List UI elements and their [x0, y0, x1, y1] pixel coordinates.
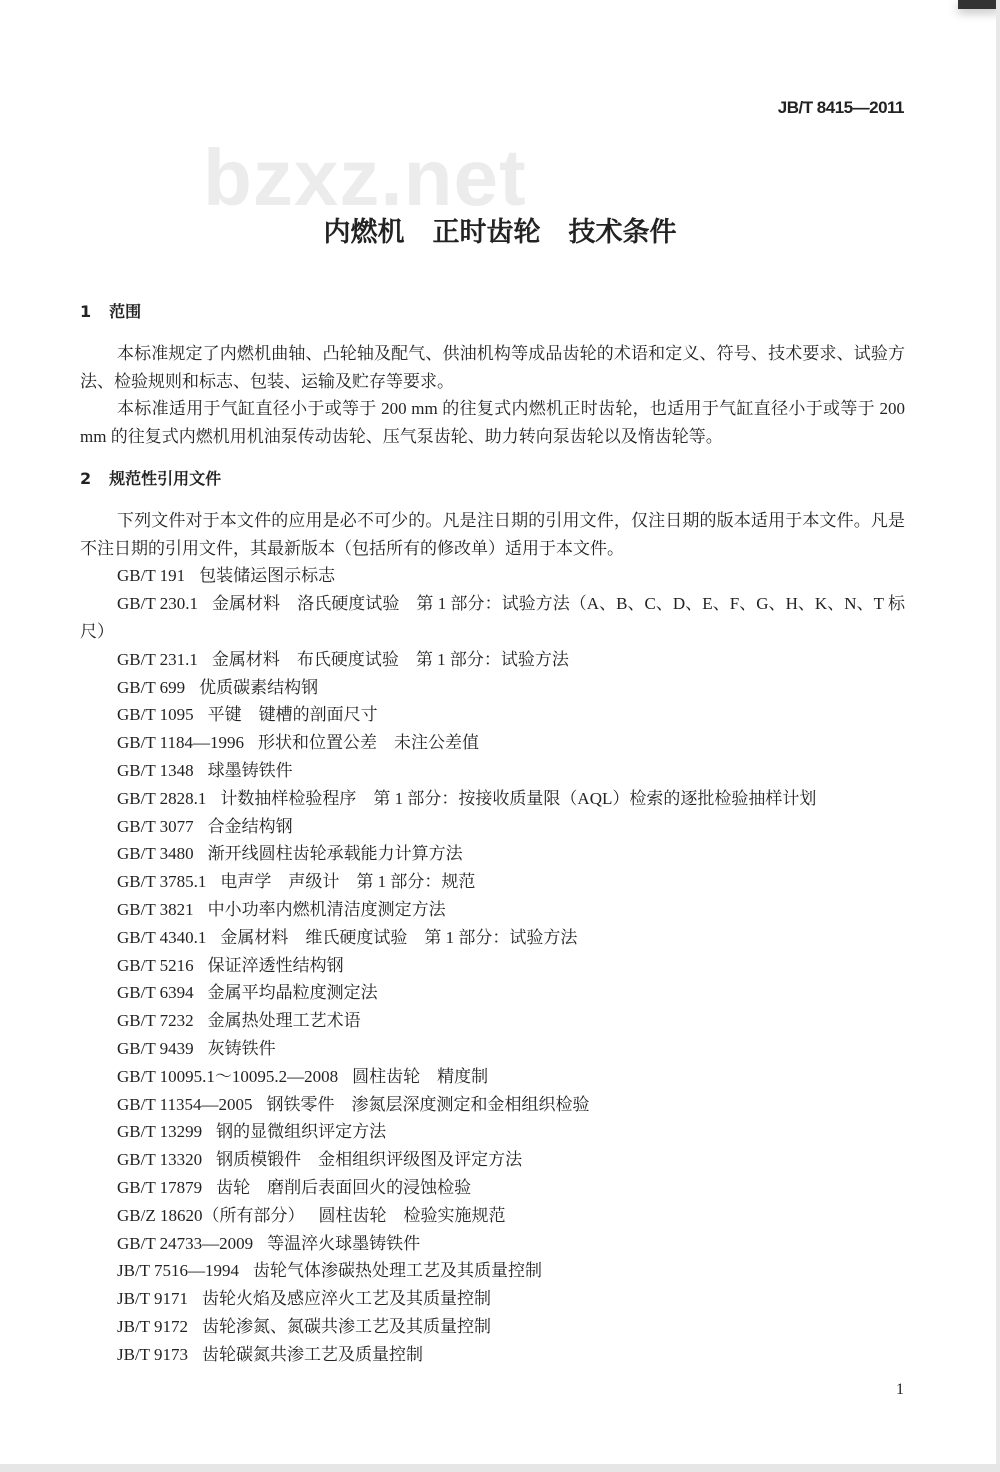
- reference-code: JB/T 9173: [117, 1344, 189, 1364]
- reference-title: 形状和位置公差 未注公差值: [258, 733, 480, 753]
- reference-code: GB/T 4340.1: [117, 927, 207, 947]
- reference-code: GB/T 3821: [117, 899, 194, 919]
- reference-code: GB/T 6394: [117, 983, 194, 1003]
- reference-item: [80, 840, 905, 868]
- reference-item: [80, 562, 905, 590]
- page-title: [0, 210, 1000, 249]
- reference-code: GB/T 2828.1: [117, 788, 207, 808]
- reference-code: GB/T 191: [117, 566, 186, 586]
- reference-item: [80, 1230, 905, 1258]
- page-bottom-edge: [0, 1464, 1000, 1472]
- section-title: 规范性引用文件: [109, 468, 222, 488]
- reference-title: 球墨铸铁件: [207, 760, 293, 780]
- reference-code: GB/T 17879: [117, 1177, 203, 1197]
- reference-item: [80, 1035, 905, 1063]
- reference-title: 圆柱齿轮 精度制: [352, 1066, 489, 1086]
- reference-code: GB/T 699: [117, 677, 186, 697]
- reference-item: [80, 1007, 905, 1035]
- reference-title: 金属材料 维氏硬度试验 第 1 部分：试验方法: [220, 927, 578, 947]
- reference-item: [80, 701, 905, 729]
- reference-code: GB/T 230.1: [117, 594, 198, 614]
- reference-item: [80, 979, 905, 1007]
- section-heading: [80, 298, 905, 326]
- section-heading: [80, 465, 905, 493]
- reference-title: 齿轮气体渗碳热处理工艺及其质量控制: [253, 1261, 543, 1281]
- reference-code: JB/T 7516—1994: [117, 1261, 240, 1281]
- reference-list: [80, 562, 905, 1368]
- section-title: 范围: [109, 302, 142, 321]
- reference-code: GB/T 3785.1: [117, 872, 207, 892]
- reference-title: 齿轮火焰及感应淬火工艺及其质量控制: [202, 1289, 492, 1309]
- reference-title: 金属热处理工艺术语: [207, 1011, 361, 1031]
- reference-item: [80, 785, 905, 813]
- reference-title: 金属平均晶粒度测定法: [207, 983, 378, 1003]
- reference-title: 金属材料 洛氏硬度试验 第 1 部分：试验方法（A、B、C、D、E、F、G、H、K、N、T 标尺）: [80, 594, 905, 641]
- reference-item: [80, 1146, 905, 1174]
- reference-code: GB/T 11354—2005: [117, 1094, 253, 1114]
- reference-code: GB/T 10095.1～10095.2—2008: [117, 1066, 339, 1086]
- reference-code: GB/T 1095: [117, 705, 194, 725]
- reference-code: GB/T 13299: [117, 1122, 203, 1142]
- reference-code: GB/T 24733—2009: [117, 1233, 254, 1253]
- reference-item: [80, 1202, 905, 1230]
- watermark: bzxz.net: [203, 133, 527, 222]
- reference-title: 渐开线圆柱齿轮承载能力计算方法: [207, 844, 463, 864]
- reference-title: 平键 键槽的剖面尺寸: [207, 705, 378, 725]
- reference-title: 齿轮 磨削后表面回火的浸蚀检验: [216, 1177, 472, 1197]
- document-body: [80, 298, 905, 1368]
- reference-item: [80, 1063, 905, 1091]
- reference-code: GB/T 3480: [117, 844, 194, 864]
- reference-item: [80, 1091, 905, 1119]
- paragraph: 本标准规定了内燃机曲轴、凸轮轴及配气、供油机构等成品齿轮的术语和定义、符号、技术要求、试验方法、检验规则和标志、包装、运输及贮存等要求。: [80, 343, 905, 391]
- paragraph: 本标准适用于气缸直径小于或等于 200 mm 的往复式内燃机正时齿轮，也适用于气缸直径小于或等于 200 mm 的往复式内燃机用机油泵传动齿轮、压气泵齿轮、助力转向泵齿轮以及惰齿轮等。: [80, 399, 905, 447]
- reference-title: 合金结构钢: [207, 816, 293, 836]
- reference-title: 保证淬透性结构钢: [207, 955, 344, 975]
- reference-item: [80, 1118, 905, 1146]
- reference-code: GB/T 1184—1996: [117, 733, 245, 753]
- section-number: 1: [80, 302, 92, 321]
- reference-title: 钢质模锻件 金相组织评级图及评定方法: [216, 1150, 523, 1170]
- reference-title: 圆柱齿轮 检验实施规范: [318, 1205, 506, 1225]
- reference-code: GB/T 9439: [117, 1038, 194, 1058]
- window-corner-shadow: [958, 0, 1000, 9]
- title-part: 内燃机: [323, 217, 405, 248]
- reference-item: [80, 590, 905, 646]
- reference-code: GB/T 231.1: [117, 649, 198, 669]
- reference-item: [80, 813, 905, 841]
- reference-item: [80, 757, 905, 785]
- reference-item: [80, 896, 905, 924]
- reference-title: 包装储运图示标志: [199, 566, 336, 586]
- reference-title: 齿轮碳氮共渗工艺及质量控制: [202, 1344, 424, 1364]
- section-number: 2: [80, 468, 92, 488]
- reference-item: [80, 952, 905, 980]
- reference-item: [80, 1257, 905, 1285]
- reference-item: [80, 674, 905, 702]
- reference-item: [80, 1313, 905, 1341]
- reference-item: [80, 868, 905, 896]
- reference-title: 计数抽样检验程序 第 1 部分：按接收质量限（AQL）检索的逐批检验抽样计划: [220, 788, 817, 808]
- reference-title: 灰铸铁件: [207, 1038, 276, 1058]
- reference-item: [80, 1285, 905, 1313]
- document-number: JB/T 8415—2011: [777, 98, 904, 117]
- reference-item: [80, 1174, 905, 1202]
- reference-title: 钢的显微组织评定方法: [216, 1122, 387, 1142]
- paragraph: 下列文件对于本文件的应用是必不可少的。凡是注日期的引用文件，仅注日期的版本适用于本文件。凡是不注日期的引用文件，其最新版本（包括所有的修改单）适用于本文件。: [80, 510, 905, 558]
- title-part: 技术条件: [568, 217, 677, 248]
- reference-code: JB/T 9171: [117, 1289, 189, 1309]
- reference-title: 优质碳素结构钢: [199, 677, 319, 697]
- reference-code: GB/T 13320: [117, 1150, 203, 1170]
- reference-title: 电声学 声级计 第 1 部分：规范: [220, 872, 476, 892]
- reference-code: GB/T 7232: [117, 1011, 194, 1031]
- reference-title: 等温淬火球墨铸铁件: [267, 1233, 421, 1253]
- reference-code: GB/Z 18620（所有部分）: [117, 1205, 305, 1225]
- reference-item: [80, 646, 905, 674]
- page-number: 1: [896, 1381, 904, 1398]
- reference-code: GB/T 3077: [117, 816, 194, 836]
- title-part: 正时齿轮: [432, 217, 541, 248]
- reference-item: [80, 924, 905, 952]
- reference-code: GB/T 5216: [117, 955, 194, 975]
- reference-item: [80, 729, 905, 757]
- reference-title: 中小功率内燃机清洁度测定方法: [207, 899, 446, 919]
- reference-title: 齿轮渗氮、氮碳共渗工艺及其质量控制: [202, 1316, 492, 1336]
- reference-title: 钢铁零件 渗氮层深度测定和金相组织检验: [266, 1094, 590, 1114]
- reference-title: 金属材料 布氏硬度试验 第 1 部分：试验方法: [211, 649, 569, 669]
- reference-item: [80, 1341, 905, 1369]
- reference-code: GB/T 1348: [117, 760, 194, 780]
- reference-code: JB/T 9172: [117, 1316, 189, 1336]
